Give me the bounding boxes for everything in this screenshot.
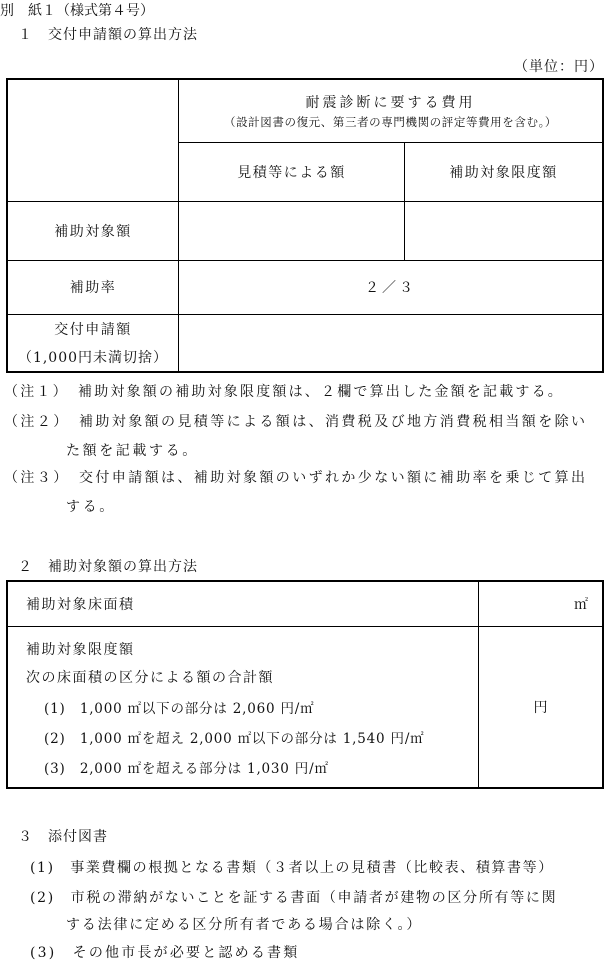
target-limit-value[interactable] xyxy=(405,201,604,260)
cost-header-cell xyxy=(179,79,604,142)
attach-item-2: (2) 市税の滞納がないことを証する書面（申請者が建物の区分所有等に関 xyxy=(30,890,558,906)
note-2: （注２） 補助対象額の見積等による額は、消費税及び地方消費税相当額を除い xyxy=(4,414,588,430)
rate-value: ２／３ xyxy=(179,260,604,314)
attach-item-2-cont: する法律に定める区分所有者である場合は除く。） xyxy=(66,917,423,933)
application-amount-table xyxy=(6,78,604,373)
limit-label: 補助対象限度額 xyxy=(26,641,135,658)
note-3: （注３） 交付申請額は、補助対象額のいずれか少ない額に補助率を乗じて算出 xyxy=(4,470,588,486)
note-2-cont: た額を記載する。 xyxy=(66,443,199,459)
unit-label: （単位：円） xyxy=(514,59,604,75)
section3-title: ３ 添付図書 xyxy=(18,829,108,845)
limit-item-2: (2) 1,000 ㎡を超え 2,000 ㎡以下の部分は 1,540 円/㎡ xyxy=(44,730,425,747)
floor-area-unit: ㎡ xyxy=(479,581,604,626)
form-title: 別 紙１（様式第４号） xyxy=(0,3,154,19)
limit-item-3: (3) 2,000 ㎡を超える部分は 1,030 円/㎡ xyxy=(44,760,329,777)
section2-title: ２ 補助対象額の算出方法 xyxy=(18,559,198,575)
row-apply-label-cell xyxy=(7,314,179,372)
limit-cell xyxy=(7,626,479,788)
col-estimate: 見積等による額 xyxy=(179,142,405,201)
row-rate-label: 補助率 xyxy=(7,260,179,314)
row-apply-label: 交付申請額 xyxy=(54,321,132,338)
row-apply-sublabel: （1,000円未満切捨） xyxy=(17,349,169,366)
note-3-cont: する。 xyxy=(66,499,116,515)
floor-area-label: 補助対象床面積 xyxy=(7,581,479,626)
col-limit: 補助対象限度額 xyxy=(405,142,604,201)
yen-unit: 円 xyxy=(479,626,604,788)
limit-desc: 次の床面積の区分による額の合計額 xyxy=(26,669,274,686)
apply-amount-value[interactable] xyxy=(179,314,604,372)
empty-corner-cell xyxy=(7,79,179,201)
target-amount-table xyxy=(6,580,604,789)
note-1: （注１） 補助対象額の補助対象限度額は、２欄で算出した金額を記載する。 xyxy=(4,384,564,400)
row-target-label: 補助対象額 xyxy=(7,201,179,260)
target-estimate-value[interactable] xyxy=(179,201,405,260)
cost-header: 耐震診断に要する費用 xyxy=(305,94,476,111)
attach-item-3: (3) その他市長が必要と認める書類 xyxy=(30,945,300,961)
section1-title: １ 交付申請額の算出方法 xyxy=(18,27,198,43)
attach-item-1: (1) 事業費欄の根拠となる書類（３者以上の見積書（比較表、積算書等） xyxy=(30,860,554,876)
cost-subheader: （設計図書の復元、第三者の専門機関の評定等費用を含む。） xyxy=(223,114,558,129)
limit-item-1: (1) 1,000 ㎡以下の部分は 2,060 円/㎡ xyxy=(44,700,315,717)
